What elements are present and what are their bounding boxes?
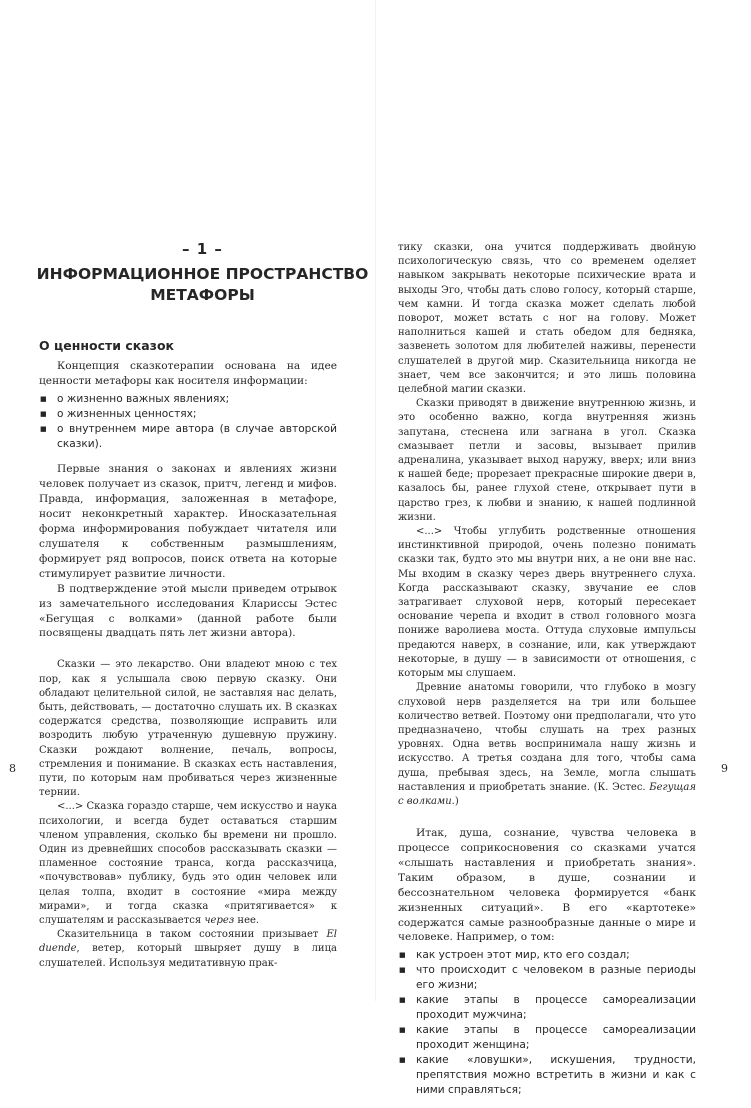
quote-paragraph: Сказки — это лекарство. Они владеют мною с тех пор, как я услышала свою первую сказку. Они обладают целительной силой, не заставляя нас делать, быть, действовать, — достаточно слушать их. В сказках содержатся средства, позволяющие исправить или возродить любую утраченную душевную пружину. Сказки рождают волнение, печаль, вопросы, стремления и понимание. В сказках есть наставления, пути, по которым нам пробиваться через жизненные тернии. — [39, 659, 337, 799]
paragraph: В подтверждение этой мысли приведем отрывок из замечательного исследования Клариссы Эстес «Бегущая с волками» (данной работе были посвящены двадцать пять лет жизни автора). — [39, 582, 337, 640]
chapter-title-line-2: МЕТАФОРЫ — [150, 286, 255, 304]
list-item: ■ как устроен этот мир, кто его создал; — [398, 948, 696, 963]
chapter-title — [30, 264, 375, 306]
list-item: ■ что происходит с человеком в разные периоды его жизни; — [398, 963, 696, 993]
left-body-text — [39, 359, 337, 971]
quote-paragraph: <...> Чтобы углубить родственные отношения инстинктивной природой, очень полезно понимать сказки так, будто это мы внутри них, а не они вне нас. Мы входим в сказку через дверь внутреннего слуха. Когда рассказывают сказку, звучание ее слов затрагивает слуховой нерв, который пересекает основание черепа и входит в ствол головного мозга пониже варолиева моста. Оттуда слуховые импульсы предаются наверх, в сознание, или, как утверждают некоторые, в душу — в зависимости от отношения, с которым мы слушаем. — [398, 526, 696, 680]
page-number: 8 — [9, 762, 16, 775]
quote-paragraph: Древние анатомы говорили, что глубоко в мозгу слуховой нерв разделяется на три или большее количество ветвей. Поэтому они предполагали, что уто предназначено, чтобы слушать на трех разных уровнях. Одна ветвь воспринимала нашу жизнь и искусство. А третья создана для того, чтобы сама душа, пребывая здесь, на Земле, могла слышать наставления и приобретать знание. (К. Эстес. Бегущая с волками.) — [398, 682, 696, 807]
list-item: ■ какие этапы в процессе самореализации проходит женщина; — [398, 1023, 696, 1053]
quote-block — [39, 658, 337, 970]
chapter-number: – 1 – — [182, 240, 223, 258]
right-page — [376, 0, 751, 1096]
list-item: ■ о внутреннем мире автора (в случае авторской сказки). — [39, 422, 337, 452]
list-item: ■ о жизненных ценностях; — [39, 407, 337, 422]
paragraph: Первые знания о законах и явлениях жизни человек получает из сказок, притч, легенд и мифов. Правда, информация, заложенная в метафоре, носит неконкретный характер. Иносказательная форма информирования побуждает читателя или слушателя к собственным размышлениям, формирует ряд вопросов, поиск ответа на которые стимулирует развитие личности. — [39, 463, 337, 580]
quote-block — [398, 241, 696, 809]
list-item: ■ о жизненно важных явлениях; — [39, 392, 337, 407]
left-page — [0, 0, 375, 1001]
intro-bullet-list — [39, 392, 337, 452]
list-item: ■ какие «ловушки», искушения, трудности, препятствия можно встретить в жизни и как с ними справляться; — [398, 1053, 696, 1098]
quote-paragraph: <...> Сказка гораздо старше, чем искусство и наука психологии, и всегда будет оставаться старшим членом управления, сколько бы времени ни прошло. Один из древнейших способов рассказывать сказки — пламенное состояние транса, когда рассказчица, «почувствовав» публику, будь это один человек или целая толпа, входит в состояние «мира между мирами», и тогда сказка «притягивается» к слушателям и рассказывается через нее. — [39, 801, 337, 926]
section-heading: О ценности сказок — [39, 338, 175, 353]
page-number: 9 — [721, 762, 728, 775]
right-body-text — [398, 241, 696, 1108]
quote-paragraph: тику сказки, она учится поддерживать двойную психологическую связь, что со временем оделяет навыком закрывать некоторые психические врата и выходы Эго, чтобы дать слово голосу, который старше, чем камни. И тогда сказка может сделать любой поворот, может встать с ног на голову. Может наполниться кашей и стать обедом для бедняка, зазвенеть золотом для любителей наживы, перенести слушателей в другой мир. Сказительница никогда не знает, чем все закончится; и это лишь половина целебной магии сказки. — [398, 242, 696, 396]
topics-bullet-list — [398, 948, 696, 1097]
quote-paragraph: Сказки приводят в движение внутреннюю жизнь, и это особенно важно, когда внутренняя жизнь запутана, стеснена или загнана в угол. Сказка смазывает петли и засовы, вызывает прилив адреналина, указывает выход наружу, вверх; или вниз к нашей беде; прорезает прекрасные широкие двери в, казалось бы, ранее глухой стене, открывает пути в царство грез, к любви и знанию, к нашей подлинной жизни. — [398, 398, 696, 523]
summary-paragraph: Итак, душа, сознание, чувства человека в процессе соприкосновения со сказками учатся «слышать наставления и приобретать знания». Таким образом, в душе, сознании и бессознательном человека формируется «банк жизненных ситуаций». В его «картотеке» содержатся самые разнообразные данные о мире и человеке. Например, о том: — [398, 827, 696, 944]
chapter-title-line-1: ИНФОРМАЦИОННОЕ ПРОСТРАНСТВО — [36, 265, 369, 283]
list-item: ■ какие этапы в процессе самореализации проходит мужчина; — [398, 993, 696, 1023]
intro-paragraph: Концепция сказкотерапии основана на идее ценности метафоры как носителя информации: — [39, 360, 337, 387]
quote-paragraph: Сказительница в таком состоянии призывает El duende, ветер, который швыряет душу в лица слушателей. Используя медитативную прак- — [39, 929, 337, 969]
